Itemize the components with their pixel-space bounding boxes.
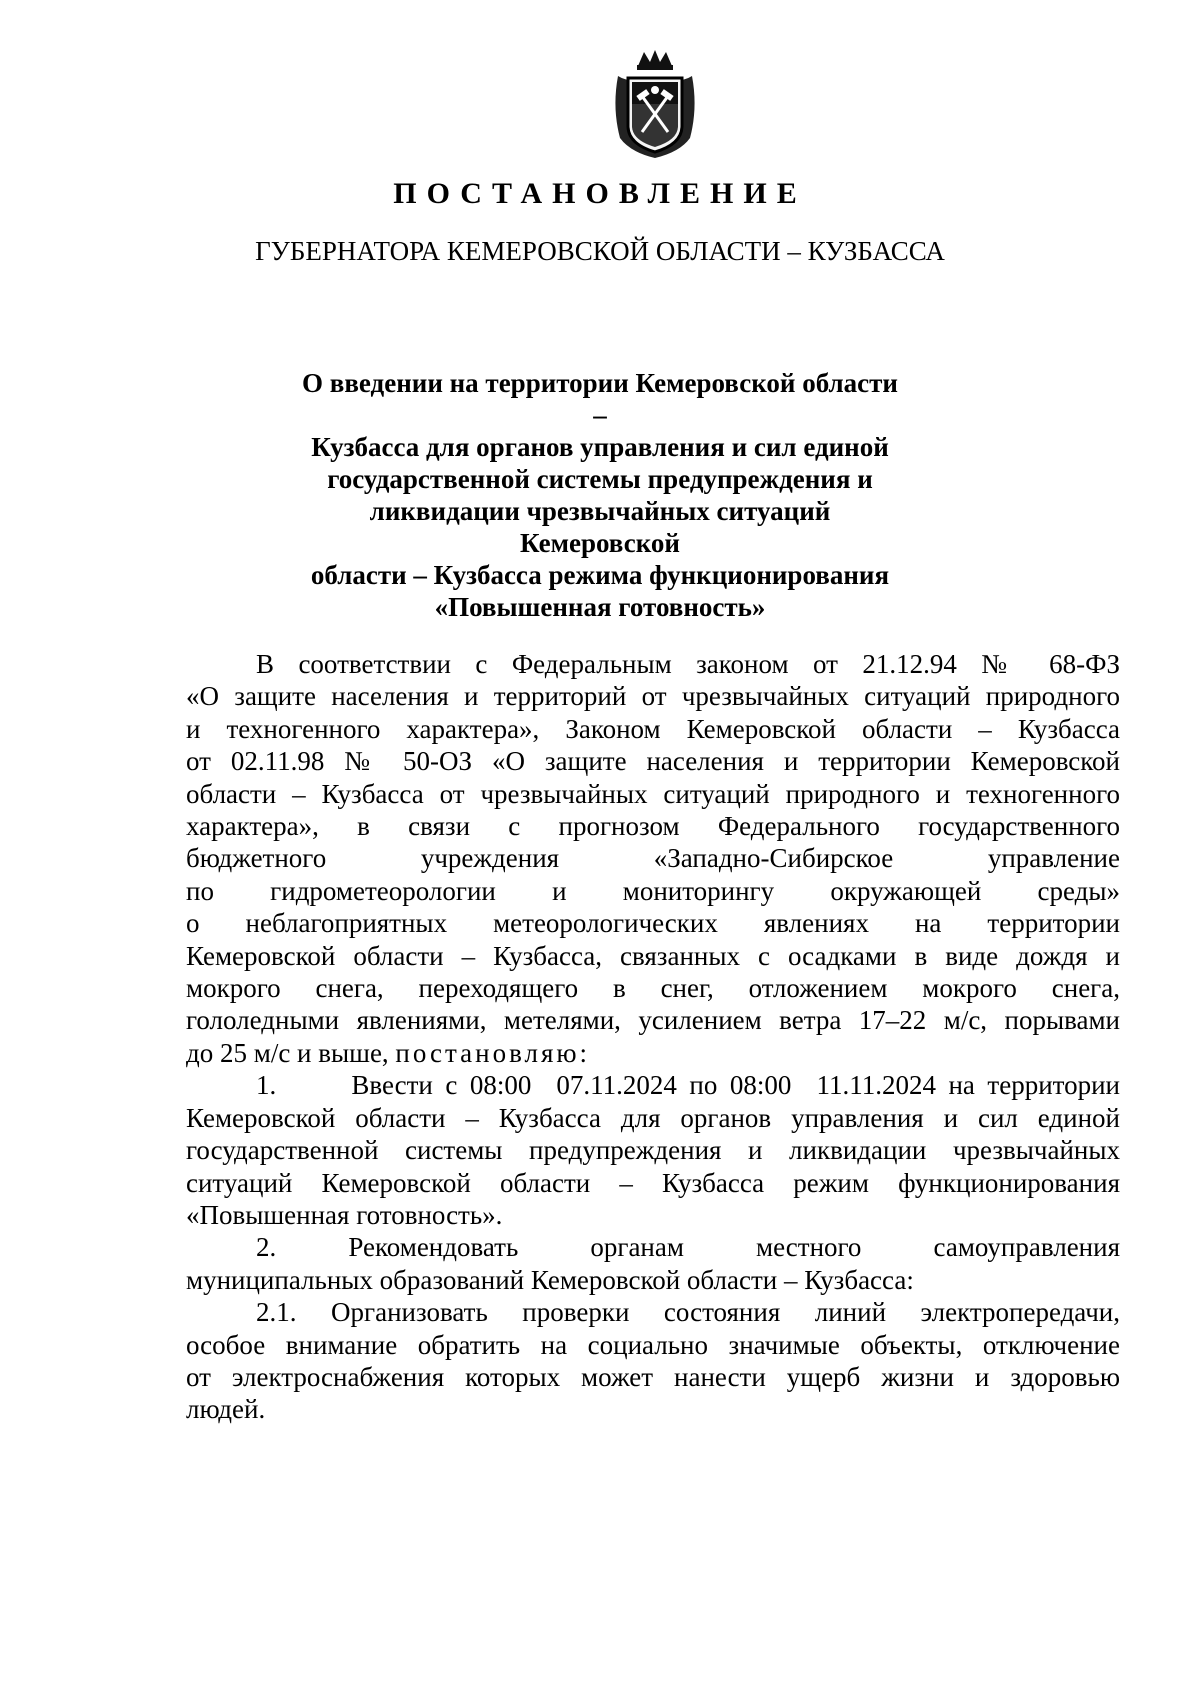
body-line: муниципальных образований Кемеровской области – Кузбасса: [186, 1264, 914, 1295]
document-subject [300, 367, 900, 623]
body-line: от электроснабжения которых может нанести ущерб жизни и здоровью [186, 1361, 1120, 1392]
body-line: особое внимание обратить на социально значимые объекты, отключение [186, 1329, 1120, 1360]
subject-line: О введении на территории Кемеровской области – [302, 368, 898, 430]
subject-line: государственной системы предупреждения и [327, 464, 873, 494]
body-line: «О защите населения и территорий от чрезвычайных ситуаций природного [186, 681, 1120, 712]
body-line: людей. [186, 1394, 266, 1425]
body-line: 2.1. Организовать проверки состояния линий электропередачи, [256, 1297, 1120, 1328]
document-title: ПОСТАНОВЛЕНИЕ [393, 177, 807, 210]
body-line: В соответствии с Федеральным законом от 21.12.94 № 68-ФЗ [256, 649, 1120, 679]
item-2-paragraph [186, 1231, 1120, 1296]
subject-line: Кузбасса для органов управления и сил единой [311, 432, 889, 462]
body-line: по гидрометеорологии и мониторингу окружающей среды» [186, 875, 1120, 906]
body-line: ситуаций Кемеровской области – Кузбасса режим функционирования [186, 1167, 1120, 1198]
body-line: государственной системы предупреждения и ликвидации чрезвычайных [186, 1135, 1120, 1166]
body-line: гололедными явлениями, метелями, усилением ветра 17–22 м/с, порывами [186, 1005, 1120, 1036]
body-line: от 02.11.98 № 50-ОЗ «О защите населения и территории Кемеровской [186, 746, 1120, 777]
body-line [186, 1037, 1120, 1069]
body-line: бюджетного учреждения «Западно-Сибирское управление [186, 843, 1120, 874]
preamble-paragraph [186, 648, 1120, 1069]
body-line: Кемеровской области – Кузбасса, связанных с осадками в виде дождя и [186, 940, 1120, 971]
subject-line: ликвидации чрезвычайных ситуаций Кемеровской [369, 496, 831, 558]
document-body [186, 648, 1120, 1426]
body-line: Кемеровской области – Кузбасса для органов управления и сил единой [186, 1102, 1120, 1133]
body-line: 2. Рекомендовать органам местного самоуправления [256, 1232, 1120, 1263]
item-1-paragraph [186, 1069, 1120, 1231]
resolve-word: постановляю: [395, 1037, 591, 1068]
body-line: характера», в связи с прогнозом Федерального государственного [186, 811, 1120, 842]
subject-line: «Повышенная готовность» [434, 592, 766, 622]
body-line: мокрого снега, переходящего в снег, отложением мокрого снега, [186, 973, 1120, 1004]
body-line: области – Кузбасса от чрезвычайных ситуаций природного и техногенного [186, 778, 1120, 809]
body-line: и техногенного характера», Законом Кемеровской области – Кузбасса [186, 713, 1120, 744]
body-line: 1. Ввести с 08:00 07.11.2024 по 08:00 11.11.2024 на территории [256, 1070, 1120, 1101]
preamble-end-text: до 25 м/с и выше, [186, 1037, 389, 1068]
document-issuer: ГУБЕРНАТОРА КЕМЕРОВСКОЙ ОБЛАСТИ – КУЗБАССА [255, 236, 945, 266]
subject-line: области – Кузбасса режима функционирования [310, 560, 890, 590]
body-line: о неблагоприятных метеорологических явлениях на территории [186, 908, 1120, 939]
body-line: «Повышенная готовность». [186, 1199, 503, 1230]
coat-of-arms-icon [610, 48, 700, 160]
item-2-1-paragraph [186, 1296, 1120, 1426]
